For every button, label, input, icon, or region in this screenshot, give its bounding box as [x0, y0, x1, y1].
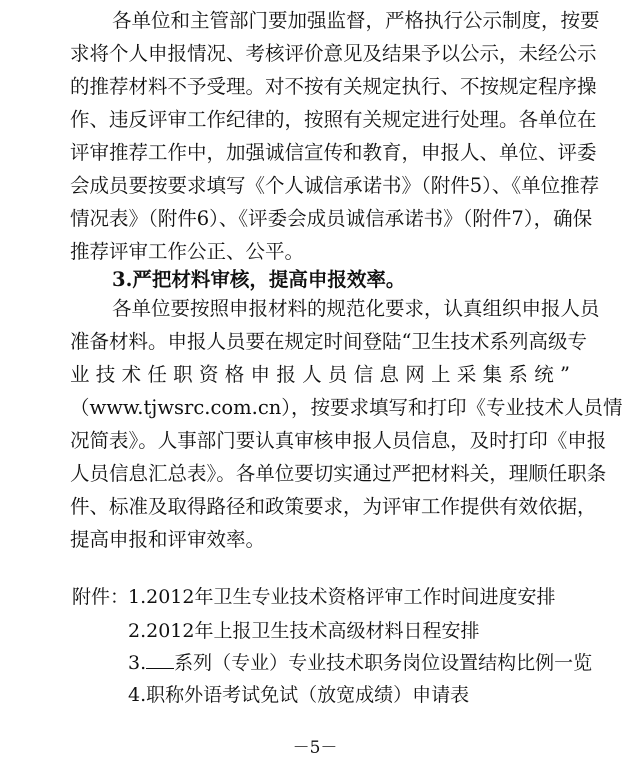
paragraph-line: 作、违反评审工作纪律的，按照有关规定进行处理。各单位在 [70, 108, 597, 131]
fill-in-blank [146, 648, 174, 669]
attachment-item [128, 648, 592, 678]
paragraph-line: 评审推荐工作中，加强诚信宣传和教育，申报人、单位、评委 [70, 141, 597, 164]
paragraph-line: （www.tjwsrc.com.cn），按要求填写和打印《专业技术人员情 [70, 396, 623, 419]
paragraph-line: 各单位要按照申报材料的规范化要求，认真组织申报人员 [112, 297, 600, 320]
attachment-item: 4.职称外语考试免试（放宽成绩）申请表 [128, 684, 470, 706]
attachments-label: 附件： [72, 586, 130, 608]
attachment-number: 3. [128, 652, 147, 674]
paragraph-line: 的推荐材料不予受理。对不按有关规定执行、不按规定程序操 [70, 75, 597, 98]
paragraph-line: 情况表》（附件6）、《评委会成员诚信承诺书》（附件7），确保 [70, 207, 593, 230]
attachment-text: 系列（专业）专业技术职务岗位设置结构比例一览 [174, 652, 593, 674]
attachment-item: 1.2012年卫生专业技术资格评审工作时间进度安排 [128, 586, 556, 608]
paragraph-line: 况简表》。人事部门要认真审核申报人员信息，及时打印《申报 [70, 429, 607, 452]
paragraph-line: 准备材料。申报人员要在规定时间登陆“卫生技术系列高级专 [70, 330, 587, 353]
paragraph-line: 提高申报和评审效率。 [70, 528, 266, 551]
paragraph-line: 推荐评审工作公正、公平。 [70, 240, 305, 263]
page-number: －5－ [292, 738, 338, 758]
attachment-item: 2.2012年上报卫生技术高级材料日程安排 [128, 620, 480, 642]
paragraph-line: 人员信息汇总表》。各单位要切实通过严把材料关，理顺任职条 [70, 462, 607, 485]
paragraph-line: 业技术任职资格申报人员信息网上采集系统” [70, 363, 570, 386]
paragraph-line: 件、标准及取得路径和政策要求，为评审工作提供有效依据， [70, 495, 597, 518]
section-heading: 3.严把材料审核，提高申报效率。 [112, 268, 406, 291]
paragraph-line: 会成员要按要求填写《个人诚信承诺书》（附件5）、《单位推荐 [70, 174, 600, 197]
paragraph-line: 求将个人申报情况、考核评价意见及结果予以公示，未经公示 [70, 42, 597, 65]
paragraph-line: 各单位和主管部门要加强监督，严格执行公示制度，按要 [112, 9, 600, 32]
